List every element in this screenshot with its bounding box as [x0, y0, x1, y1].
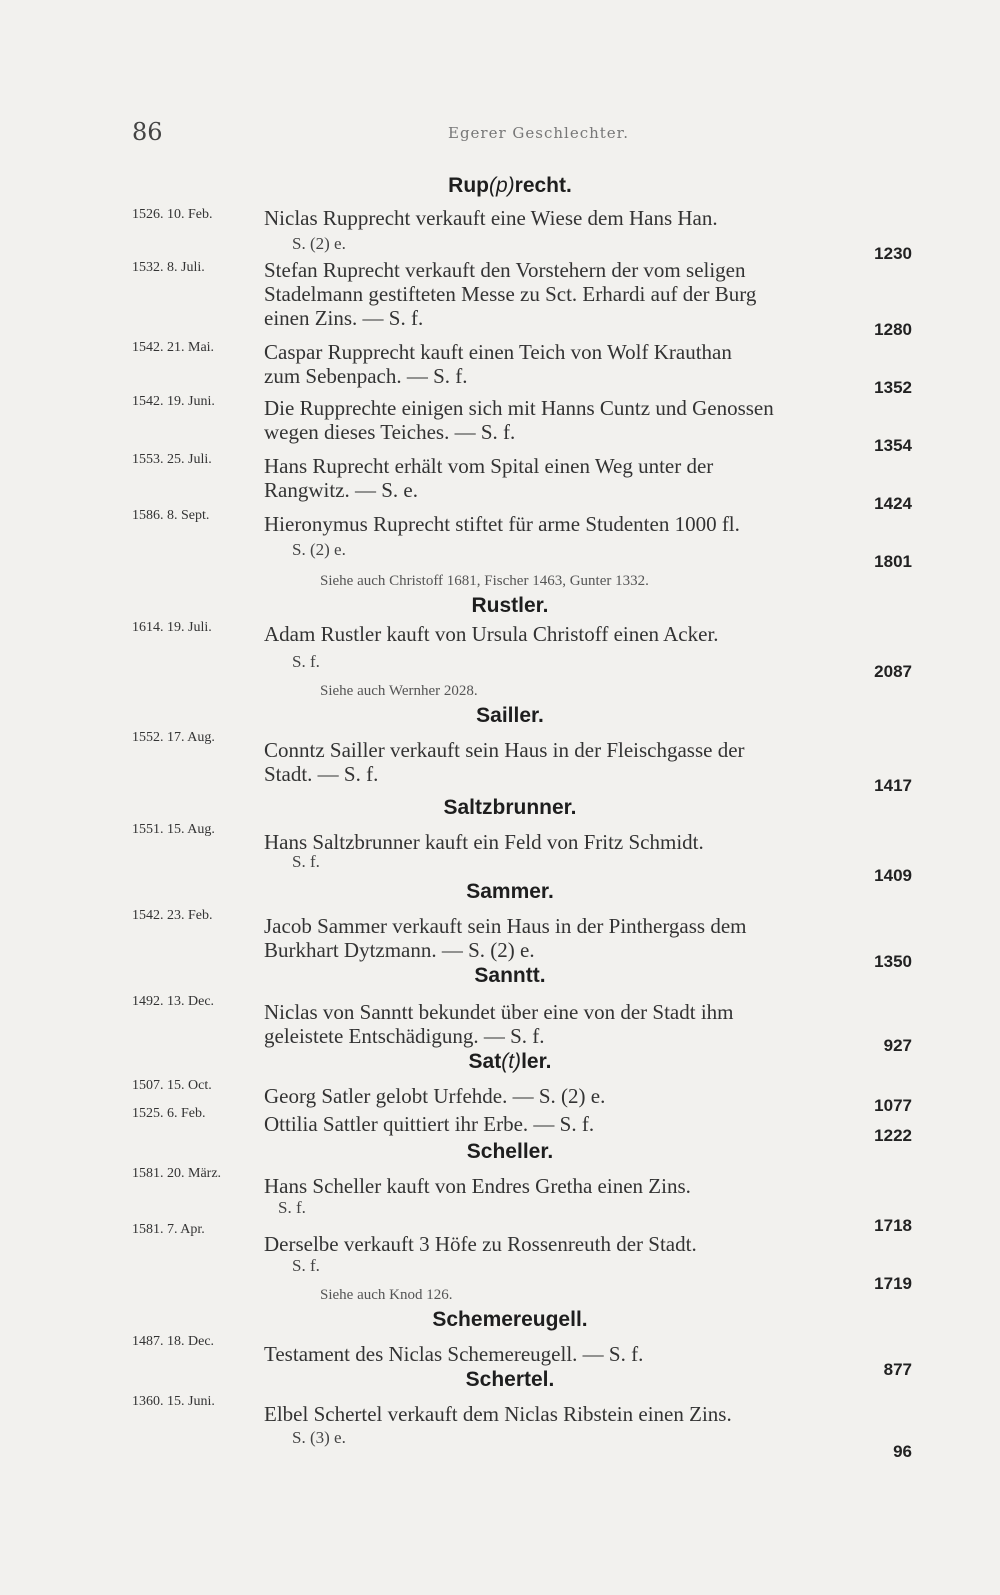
entry-text: Caspar Rupprecht kauft einen Teich von Wolf Krauthan zum Sebenpach. — S. f.: [264, 340, 732, 388]
page-number: 86: [132, 118, 163, 146]
entry-date: 1581. 20. März.: [132, 1166, 222, 1181]
entry-text: Hans Ruprecht erhält vom Spital einen Weg unter der Rangwitz. — S. e.: [264, 454, 714, 502]
entry-seal: S. (3) e.: [292, 1428, 346, 1447]
entry-text: Testament des Niclas Schemereugell. — S. f.: [264, 1342, 644, 1366]
document-number: 1417: [874, 776, 912, 795]
entry-seal: S. (2) e.: [292, 540, 346, 559]
document-number: 1801: [874, 552, 912, 571]
document-number: 1350: [874, 952, 912, 971]
entry-date: 1553. 25. Juli.: [132, 452, 212, 467]
entry-date: 1492. 13. Dec.: [132, 994, 215, 1009]
entry-date: 1552. 17. Aug.: [132, 730, 215, 745]
entry-text: Elbel Schertel verkauft dem Niclas Ribstein einen Zins.: [264, 1402, 732, 1426]
entry-text: Georg Satler gelobt Urfehde. — S. (2) e.: [264, 1084, 606, 1108]
document-number: 1409: [874, 866, 912, 885]
document-number: 96: [893, 1442, 912, 1461]
running-header: [0, 118, 1000, 148]
entry-text: Adam Rustler kauft von Ursula Christoff einen Acker.: [264, 622, 719, 646]
entry-text: Die Rupprechte einigen sich mit Hanns Cuntz und Genossen wegen dieses Teiches. — S. f.: [264, 396, 774, 444]
section-heading: Sanntt.: [474, 964, 546, 987]
document-number: 2087: [874, 662, 912, 681]
section-heading: Schertel.: [465, 1368, 555, 1391]
document-number: 1077: [874, 1096, 912, 1115]
section-heading: Scheller.: [466, 1140, 554, 1163]
document-number: 1352: [874, 378, 912, 397]
entry-text: Hans Saltzbrunner kauft ein Feld von Fritz Schmidt.: [264, 830, 704, 854]
running-title: Egerer Geschlechter.: [448, 124, 629, 142]
entry-text: Ottilia Sattler quittiert ihr Erbe. — S. f.: [264, 1112, 595, 1136]
entry-text: Niclas von Sanntt bekundet über eine von der Stadt ihm geleistete Entschädigung. — S. f.: [264, 1000, 734, 1048]
document-number: 877: [883, 1360, 912, 1379]
entry-text: Derselbe verkauft 3 Höfe zu Rossenreuth der Stadt.: [264, 1232, 697, 1256]
entry-text: Niclas Rupprecht verkauft eine Wiese dem Hans Han.: [264, 206, 718, 230]
entry-date: 1532. 8. Juli.: [132, 260, 205, 275]
document-number: 1424: [874, 494, 912, 513]
entry-date: 1586. 8. Sept.: [132, 508, 210, 523]
document-number: 927: [883, 1036, 912, 1055]
entry-text: Stefan Ruprecht verkauft den Vorstehern der vom seligen Stadelmann gestifteten Messe zu Sct. Erhardi auf der Burg einen Zins. — S. f.: [264, 258, 757, 330]
entry-date: 1542. 19. Juni.: [132, 394, 215, 409]
entry-date: 1542. 21. Mai.: [132, 340, 215, 355]
document-number: 1280: [874, 320, 912, 339]
entry-date: 1581. 7. Apr.: [132, 1222, 205, 1237]
section-heading: Rustler.: [471, 594, 549, 617]
section-heading: Sat(t)ler.: [468, 1050, 552, 1073]
document-number: 1230: [874, 244, 912, 263]
document-number: 1718: [874, 1216, 912, 1235]
document-number: 1719: [874, 1274, 912, 1293]
section-heading: Saltzbrunner.: [443, 796, 577, 819]
document-number: 1222: [874, 1126, 912, 1145]
section-heading: Schemereugell.: [432, 1308, 588, 1331]
entry-date: 1525. 6. Feb.: [132, 1106, 206, 1121]
entry-date: 1551. 15. Aug.: [132, 822, 215, 837]
entry-seal: S. f.: [292, 1256, 320, 1275]
entry-text: Hieronymus Ruprecht stiftet für arme Studenten 1000 fl.: [264, 512, 740, 536]
entry-date: 1526. 10. Feb.: [132, 207, 213, 222]
cross-reference: Siehe auch Christoff 1681, Fischer 1463, Gunter 1332.: [320, 573, 649, 589]
cross-reference: Siehe auch Wernher 2028.: [320, 683, 478, 699]
entry-seal: S. f.: [292, 652, 320, 671]
document-number: 1354: [874, 436, 912, 455]
entry-text: Hans Scheller kauft von Endres Gretha einen Zins.: [264, 1174, 691, 1198]
section-heading: Sailler.: [476, 704, 544, 727]
section-heading: Sammer.: [466, 880, 554, 903]
entry-date: 1542. 23. Feb.: [132, 908, 213, 923]
entry-seal: S. (2) e.: [292, 234, 346, 253]
cross-reference: Siehe auch Knod 126.: [320, 1287, 453, 1303]
section-heading: Rup(p)recht.: [448, 174, 572, 197]
entry-date: 1487. 18. Dec.: [132, 1334, 215, 1349]
entry-date: 1360. 15. Juni.: [132, 1394, 215, 1409]
entry-text: Jacob Sammer verkauft sein Haus in der Pinthergass dem Burkhart Dytzmann. — S. (2) e.: [264, 914, 747, 962]
entry-text: Conntz Sailler verkauft sein Haus in der Fleischgasse der Stadt. — S. f.: [264, 738, 745, 786]
entry-seal: S. f.: [292, 852, 320, 871]
entry-seal: S. f.: [278, 1198, 306, 1217]
entry-date: 1614. 19. Juli.: [132, 620, 212, 635]
entry-date: 1507. 15. Oct.: [132, 1078, 212, 1093]
